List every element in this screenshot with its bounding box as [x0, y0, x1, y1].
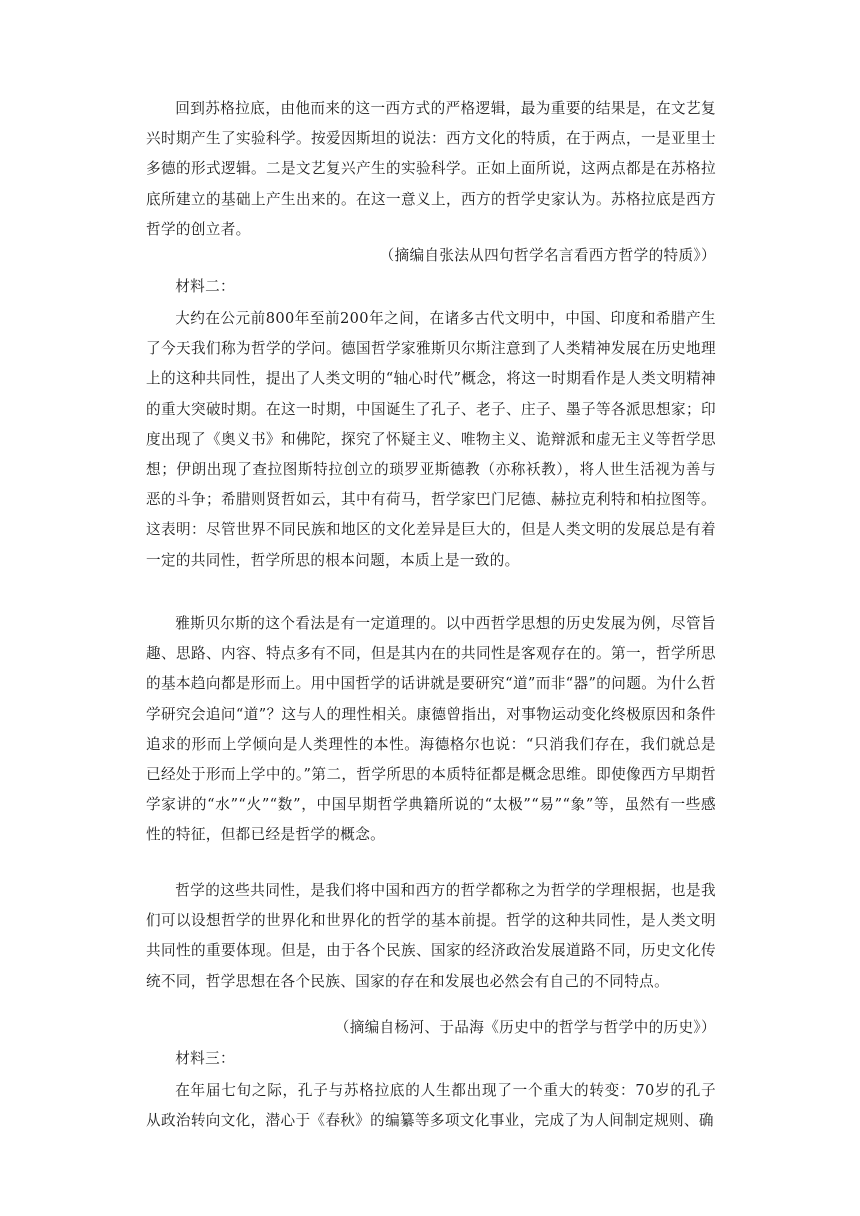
paragraph-jaspers-view: 雅斯贝尔斯的这个看法是有一定道理的。以中西哲学思想的历史发展为例，尽管旨趣、思路、内容、特点多有不同，但是其内在的共同性是客观存在的。第一，哲学所思的基本趋向都是形而上。用中国哲学的话讲就是要研究“道”而非“器”的问题。为什么哲学研究会追问“道”？这与人的理性相关。康德曾指出，对事物运动变化终极原因和条件追求的形而上学倾向是人类理性的本性。海德格尔也说：“只消我们存在，我们就总是已经处于形而上学中的。”第二，哲学所思的本质特征都是概念思维。即使像西方早期哲学家讲的“水”“火”“数”，中国早期哲学典籍所说的“太极”“易”“象”等，虽然有一些感性的特征，但都已经是哲学的概念。: [146, 615, 716, 844]
paragraph-confucius-socrates: 在年届七旬之际，孔子与苏格拉底的人生都出现了一个重大的转变：70岁的孔子从政治转向文化，潜心于《春秋》的编纂等多项文化事业，完成了为人间制定规则、确: [146, 1082, 716, 1130]
material-two-label: 材料二：: [175, 278, 235, 295]
paragraph-socrates-logic: 回到苏格拉底，由他而来的这一西方式的严格逻辑，最为重要的结果是，在文艺复兴时期产生了实验科学。按爱因斯坦的说法：西方文化的特质，在于两点，一是亚里士多德的形式逻辑。二是文艺复兴产生的实验科学。正如上面所说，这两点都是在苏格拉底所建立的基础上产生出来的。在这一意义上，西方的哲学史家认为。苏格拉底是西方哲学的创立者。: [146, 100, 716, 238]
source-citation-1: （摘编自张法从四句哲学名言看西方哲学的特质》）: [379, 247, 716, 264]
paragraph-philosophy-commonality: 哲学的这些共同性，是我们将中国和西方的哲学都称之为哲学的学理根据，也是我们可以设想哲学的世界化和世界化的哲学的基本前提。哲学的这种共同性，是人类文明共同性的重要体现。但是，由于各个民族、国家的经济政治发展道路不同，历史文化传统不同，哲学思想在各个民族、国家的存在和发展也必然会有自己的不同特点。: [146, 882, 716, 990]
paragraph-axial-age: 大约在公元前800年至前200年之间，在诸多古代文明中，中国、印度和希腊产生了今天我们称为哲学的学问。德国哲学家雅斯贝尔斯注意到了人类精神发展在历史地理上的这种共同性，提出了人类文明的“轴心时代”概念，将这一时期看作是人类文明精神的重大突破时期。在这一时期，中国诞生了孔子、老子、庄子、墨子等各派思想家；印度出现了《奥义书》和佛陀，探究了怀疑主义、唯物主义、诡辩派和虚无主义等哲学思想；伊朗出现了查拉图斯特拉创立的琐罗亚斯德教（亦称袄教），将人世生活视为善与恶的斗争；希腊则贤哲如云，其中有荷马，哲学家巴门尼德、赫拉克利特和柏拉图等。这表明：尽管世界不同民族和地区的文化差异是巨大的，但是人类文明的发展总是有着一定的共同性，哲学所思的根本问题，本质上是一致的。: [146, 310, 716, 569]
source-citation-2: （摘编自杨河、于品海《历史中的哲学与哲学中的历史》）: [334, 1019, 716, 1036]
material-three-label: 材料三：: [175, 1050, 235, 1067]
